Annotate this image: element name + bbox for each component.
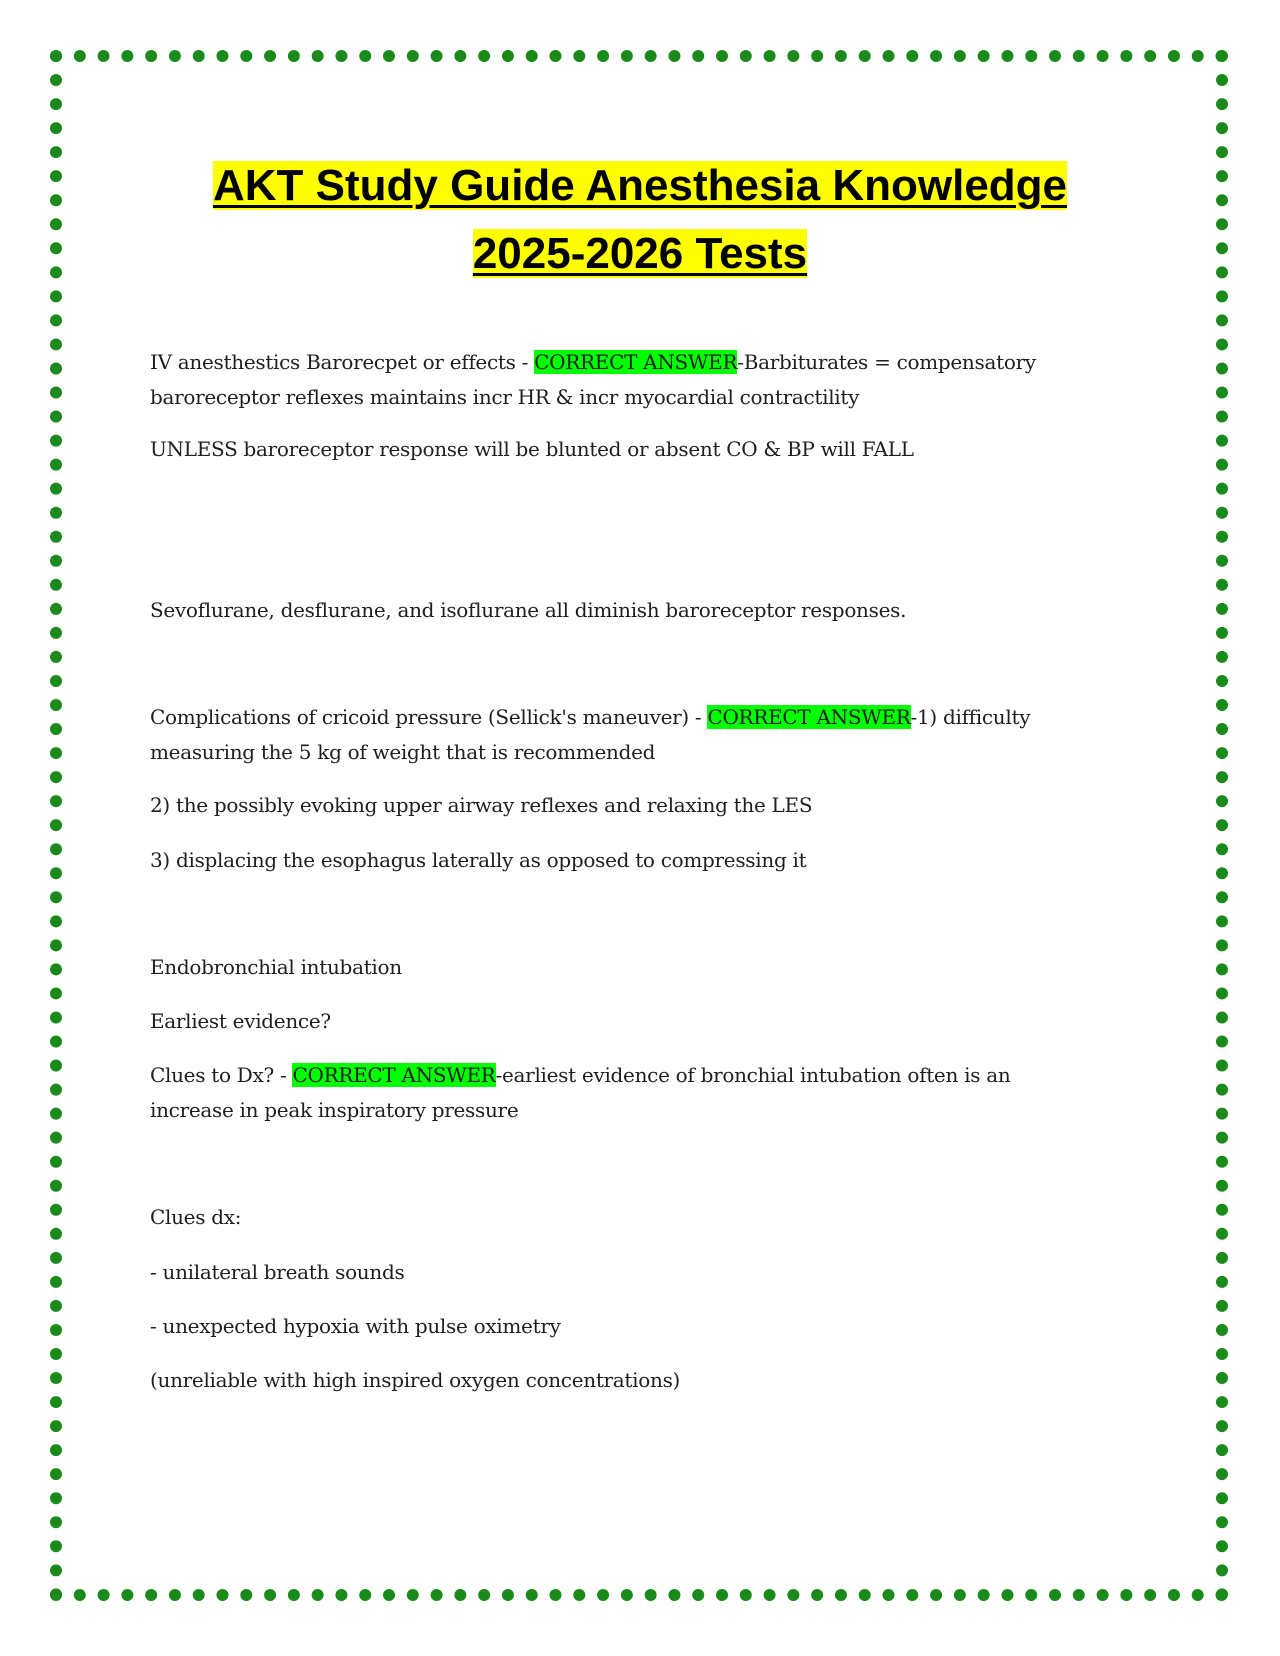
document-title — [0, 152, 1280, 288]
correct-answer-highlight: CORRECT ANSWER — [292, 1063, 496, 1087]
question-text: Clues to Dx? - — [150, 1063, 293, 1087]
paragraph: Sevoflurane, desflurane, and isoflurane all diminish baroreceptor responses. — [150, 598, 907, 622]
question-text: IV anesthestics Barorecpet or effects - — [150, 350, 535, 374]
title-line-1: AKT Study Guide Anesthesia Knowledge — [212, 161, 1068, 210]
title-line-2: 2025-2026 Tests — [472, 229, 808, 278]
paragraph: Clues dx: — [150, 1205, 242, 1229]
paragraph: Endobronchial intubation — [150, 955, 402, 979]
qa-item-cricoid-pressure — [150, 700, 1090, 770]
paragraph: Earliest evidence? — [150, 1009, 331, 1033]
correct-answer-highlight: CORRECT ANSWER — [707, 705, 911, 729]
qa-item-baroreceptor — [150, 345, 1090, 415]
answer-text: -1) difficulty measuring the 5 kg of weight that is recommended — [150, 705, 1031, 764]
paragraph: 3) displacing the esophagus laterally as opposed to compressing it — [150, 848, 807, 872]
question-text: Complications of cricoid pressure (Sellick's maneuver) - — [150, 705, 708, 729]
answer-text: -earliest evidence of bronchial intubation often is an increase in peak inspiratory pressure — [150, 1063, 1011, 1122]
qa-item-endobronchial-intubation — [150, 1058, 1090, 1128]
paragraph: - unexpected hypoxia with pulse oximetry — [150, 1314, 561, 1338]
paragraph: 2) the possibly evoking upper airway reflexes and relaxing the LES — [150, 793, 813, 817]
correct-answer-highlight: CORRECT ANSWER — [534, 350, 738, 374]
paragraph: UNLESS baroreceptor response will be blunted or absent CO & BP will FALL — [150, 437, 914, 461]
paragraph: (unreliable with high inspired oxygen concentrations) — [150, 1368, 681, 1392]
answer-text: -Barbiturates = compensatory baroreceptor reflexes maintains incr HR & incr myocardial contractility — [150, 350, 1036, 409]
paragraph: - unilateral breath sounds — [150, 1260, 405, 1284]
